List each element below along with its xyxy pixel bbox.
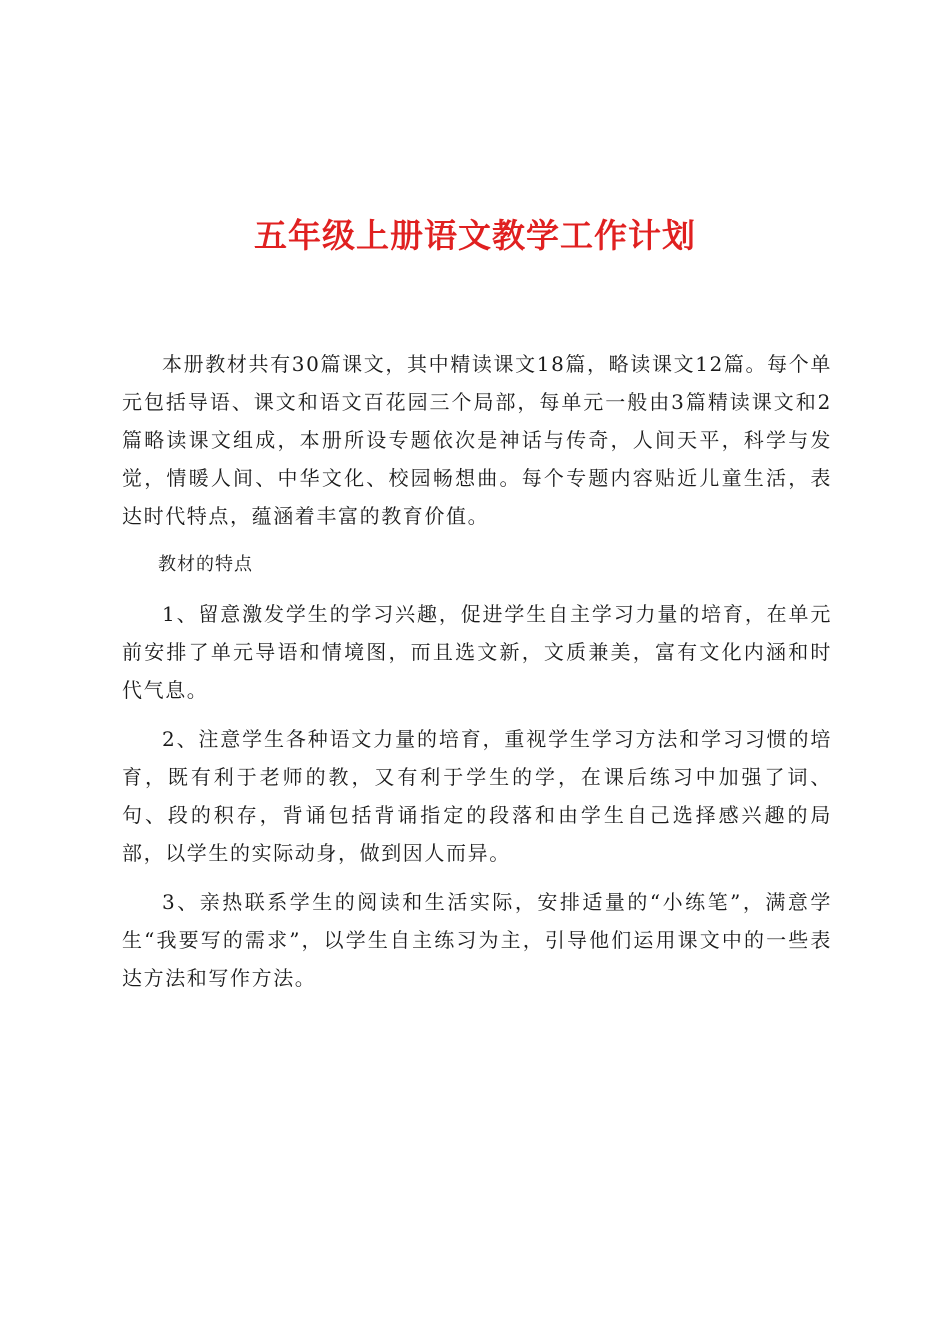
document-title: 五年级上册语文教学工作计划 — [254, 216, 696, 255]
document-body — [122, 345, 832, 1008]
paragraph-feature-2: 2、注意学生各种语文力量的培育，重视学生学习方法和学习习惯的培育，既有利于老师的教，又有利于学生的学，在课后练习中加强了词、句、段的积存，背诵包括背诵指定的段落和由学生自己选择感兴趣的局部，以学生的实际动身，做到因人而异。 — [122, 727, 832, 865]
paragraph-feature-1: 1、留意激发学生的学习兴趣，促进学生自主学习力量的培育，在单元前安排了单元导语和情境图，而且选文新，文质兼美，富有文化内涵和时代气息。 — [122, 602, 832, 702]
paragraph-textbook-overview: 本册教材共有30篇课文，其中精读课文18篇，略读课文12篇。每个单元包括导语、课文和语文百花园三个局部，每单元一般由3篇精读课文和2篇略读课文组成，本册所设专题依次是神话与传奇，人间天平，科学与发觉，情暖人间、中华文化、校园畅想曲。每个专题内容贴近儿童生活，表达时代特点，蕴涵着丰富的教育价值。 — [122, 352, 832, 528]
section-heading-textbook-features: 教材的特点 — [158, 554, 253, 575]
paragraph-feature-3: 3、亲热联系学生的阅读和生活实际，安排适量的“小练笔”，满意学生“我要写的需求”，以学生自主练习为主，引导他们运用课文中的一些表达方法和写作方法。 — [122, 890, 832, 990]
